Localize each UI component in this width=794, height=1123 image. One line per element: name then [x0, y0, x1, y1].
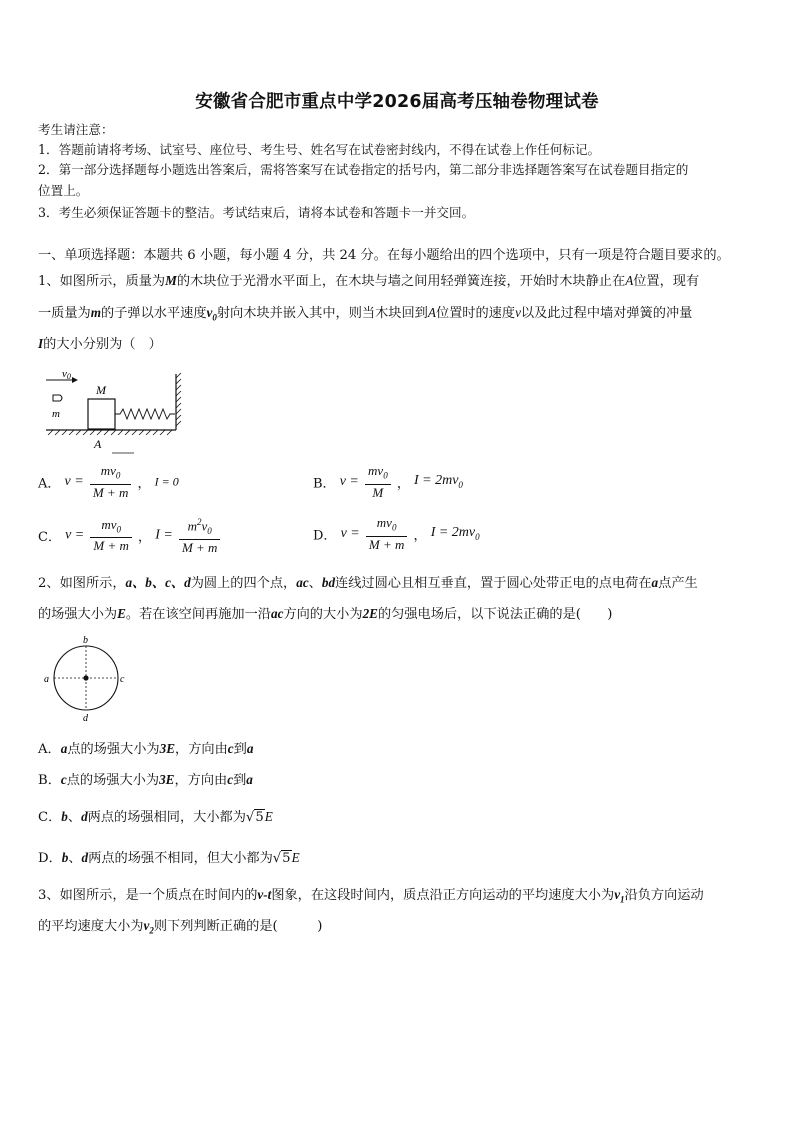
- page-title: 安徽省合肥市重点中学2026届高考压轴卷物理试卷: [195, 92, 599, 112]
- q1-option-A[interactable]: A． v = $\frac{mv_0}{M + m}$ ， I = 0: [38, 463, 179, 500]
- floor-hatch: [48, 430, 172, 435]
- q2-stem-line2: 的场强大小为E。若在该空间再施加一沿ac方向的大小为2E的匀强电场后，以下说法正确的是( ): [38, 606, 613, 622]
- q1-stem-line1: 1、如图所示，质量为M的木块位于光滑水平面上，在木块与墙之间用轻弹簧连接，开始时木块静止在A位置，现有: [38, 273, 700, 289]
- M-label: M: [96, 383, 106, 397]
- v0-label: v0: [62, 368, 71, 381]
- q1-option-C[interactable]: C． v = $\frac{mv_0}{M + m}$ ， I = $\frac{m^2v_0}{M + m}$: [38, 515, 222, 556]
- q1-stem-line3: I的大小分别为（ ）: [38, 336, 162, 352]
- q1-spring-block-figure: [42, 368, 187, 458]
- q2-option-A[interactable]: A．a点的场强大小为3E，方向由c到a: [38, 741, 254, 757]
- m-label: m: [52, 408, 60, 420]
- q2-circle-figure: [40, 632, 135, 724]
- block-M: [88, 399, 115, 429]
- bullet-icon: [53, 395, 62, 401]
- notice-item: 3．考生必须保证答题卡的整洁。考试结束后，请将本试卷和答题卡一并交回。: [38, 205, 475, 220]
- q3-stem-line2: 的平均速度大小为$v_2$则下列判断正确的是( ): [38, 918, 323, 936]
- q2-option-C[interactable]: C．b、d两点的场强相同，大小都为√5E: [38, 809, 273, 825]
- q2-option-D[interactable]: D．b、d两点的场强不相同，但大小都为√5E: [38, 850, 300, 866]
- arrow-head-icon: [72, 377, 78, 383]
- q2-option-B[interactable]: B．c点的场强大小为3E，方向由c到a: [38, 772, 253, 788]
- sqrt-icon: √: [272, 851, 282, 866]
- point-b-label: b: [83, 635, 88, 646]
- wall-hatch: [176, 373, 181, 426]
- charge-icon: [83, 675, 88, 680]
- q2-stem-line1: 2、如图所示，a、b、c、d为圆上的四个点，ac、bd连线过圆心且相互垂直，置于圆心处带正电的点电荷在a点产生: [38, 575, 698, 591]
- section-heading: 一、单项选择题：本题共 6 小题，每小题 4 分，共 24 分。在每小题给出的四个选项中，只有一项是符合题目要求的。: [38, 248, 730, 263]
- A-label: A: [94, 437, 102, 451]
- notice-item: 位置上。: [38, 183, 89, 198]
- q1-stem-line2: 一质量为m的子弹以水平速度$v_0$射向木块并嵌入其中，则当木块回到A位置时的速度v以及此过程中墙对弹簧的冲量: [38, 305, 693, 323]
- q1-option-D[interactable]: D． v = $\frac{mv_0}{M + m}$ ， $I = 2mv_0$: [313, 515, 480, 552]
- point-a-label: a: [44, 674, 49, 685]
- notice-item: 2．第一部分选择题每小题选出答案后，需将答案写在试卷指定的括号内，第二部分非选择题答案写在试卷题目指定的: [38, 162, 689, 177]
- point-c-label: c: [120, 674, 125, 685]
- point-d-label: d: [83, 713, 88, 724]
- q1-option-B[interactable]: B． v = $\frac{mv_0}{M}$ ， $I = 2mv_0$: [313, 463, 463, 500]
- sqrt-icon: √: [245, 810, 255, 825]
- q3-stem-line1: 3、如图所示，是一个质点在时间内的v-t图象，在这段时间内，质点沿正方向运动的平均速度大小为$v_1$沿负方向运动: [38, 887, 704, 905]
- notice-item: 1．答题前请将考场、试室号、座位号、考生号、姓名写在试卷密封线内，不得在试卷上作任何标记。: [38, 142, 601, 157]
- spring-icon: [115, 409, 175, 419]
- notice-heading: 考生请注意：: [38, 122, 114, 137]
